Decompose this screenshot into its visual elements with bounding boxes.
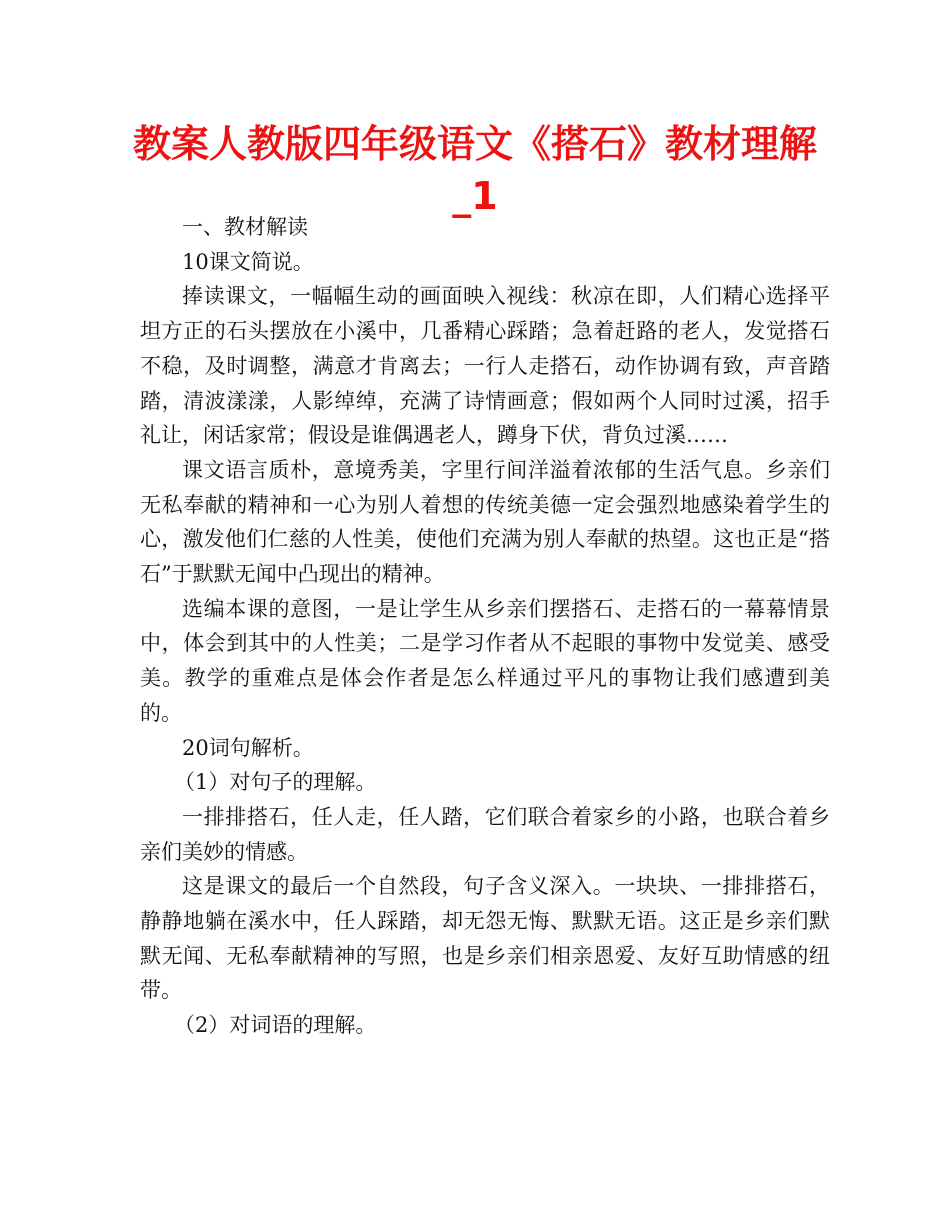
section-heading: 一、教材解读 (182, 215, 308, 239)
body-paragraph: 课文语言质朴，意境秀美，字里行间洋溢着浓郁的生活气息。乡亲们无私奉献的精神和一心为别人着想的传统美德一定会强烈地感染着学生的心，激发他们仁慈的人性美，使他们充满为别人奉献的热望。这也正是“搭石”于默默无闻中凸现出的精神。 (140, 457, 830, 587)
document-title: 教案人教版四年级语文《搭石》教材理解_1 (132, 122, 817, 218)
body-paragraph: 一排排搭石，任人走，任人踏，它们联合着家乡的小路，也联合着乡亲们美妙的情感。 (140, 804, 830, 864)
list-heading: （2）对词语的理解。 (174, 1013, 377, 1038)
body-paragraph: 选编本课的意图，一是让学生从乡亲们摆搭石、走搭石的一幕幕情景中，体会到其中的人性美；二是学习作者从不起眼的事物中发觉美、感受美。教学的重难点是体会作者是怎么样通过平凡的事物让我们感遭到美的。 (140, 596, 830, 725)
subsection-heading: 20词句解析。 (182, 735, 314, 760)
list-heading: （1）对句子的理解。 (174, 770, 377, 795)
document-body (140, 210, 830, 1043)
body-paragraph: 这是课文的最后一个自然段，句子含义深入。一块块、一排排搭石，静静地躺在溪水中，任人踩踏，却无怨无悔、默默无语。这正是乡亲们默默无闻、无私奉献精神的写照，也是乡亲们相亲恩爱、友好互助情感的纽带。 (140, 874, 830, 1003)
subsection-heading: 10课文简说。 (182, 249, 314, 274)
body-paragraph: 捧读课文，一幅幅生动的画面映入视线：秋凉在即，人们精心选择平坦方正的石头摆放在小溪中，几番精心踩踏；急着赶路的老人，发觉搭石不稳，及时调整，满意才肯离去；一行人走搭石，动作协调有致，声音踏踏，清波漾漾，人影绰绰，充满了诗情画意；假如两个人同时过溪，招手礼让，闲话家常；假设是谁偶遇老人，蹲身下伏，背负过溪…… (140, 284, 830, 448)
